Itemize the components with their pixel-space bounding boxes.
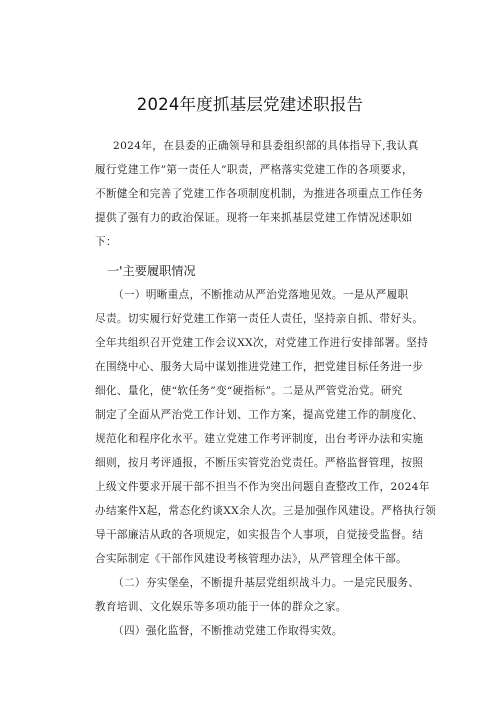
paragraph-line: 上级文件要求开展干部不担当不作为突出问题自查整改工作，2024年 — [95, 481, 430, 493]
paragraph-line: （四）强化监督，不断推动党建工作取得实效。 — [113, 625, 343, 637]
paragraph-line: 导干部廉洁从政的各项规定，如实报告个人事项，自觉接受监督。结 — [95, 529, 424, 541]
paragraph-line: 规范化和程序化水平。建立党建工作考评制度，出台考评办法和实施 — [95, 433, 424, 445]
section-heading: 一'主要履职情况 — [107, 264, 196, 278]
paragraph-line: 履行党建工作”第一责任人”职责，严格落实党建工作的各项要求， — [95, 164, 413, 176]
paragraph-line: （一）明晰重点，不断推动从严治党落地见效。一是从严履职 — [113, 289, 409, 301]
paragraph-line: 全年共组织召开党建工作会议XX次，对党建工作进行安排部署。坚持 — [95, 337, 429, 349]
paragraph-line: 制定了全面从严治党工作计划、工作方案，提高党建工作的制度化、 — [95, 409, 424, 421]
paragraph-line: 办结案件X起，常态化约谈XX余人次。三是加强作风建设。严格执行领 — [95, 505, 437, 517]
paragraph-line: 合实际制定《干部作风建设考核管理办法》，从严管理全体干部。 — [95, 553, 408, 565]
document-title: 2024年度抓基层党建述职报告 — [136, 95, 364, 114]
paragraph-line: 教育培训、文化娱乐等多项功能于一体的群众之家。 — [95, 601, 347, 613]
paragraph-line: 不断健全和完善了党建工作各项制度机制，为推进各项重点工作任务 — [95, 188, 424, 200]
paragraph-line: 细则，按月考评通报，不断压实管党治党责任。严格监督管理，按照 — [95, 457, 424, 469]
paragraph-line: 提供了强有力的政治保证。现将一年来抓基层党建工作情况述职如 — [95, 212, 413, 224]
paragraph-line: 在围绕中心、服务大局中谋划推进党建工作，把党建目标任务进一步 — [95, 361, 424, 373]
paragraph-line: 尽责。切实履行好党建工作第一责任人责任，坚持亲自抓、带好头。 — [95, 313, 424, 325]
paragraph-line: 下： — [95, 236, 117, 248]
paragraph-line: 2024年，在县委的正确领导和县委组织部的具体指导下,我认真 — [113, 140, 419, 152]
paragraph-line: 细化、量化，使“软任务”变“硬指标”。二是从严管党治党。研究 — [95, 385, 403, 397]
paragraph-line: （二）夯实堡垒，不断提升基层党组织战斗力。一是完民服务、 — [113, 577, 420, 589]
